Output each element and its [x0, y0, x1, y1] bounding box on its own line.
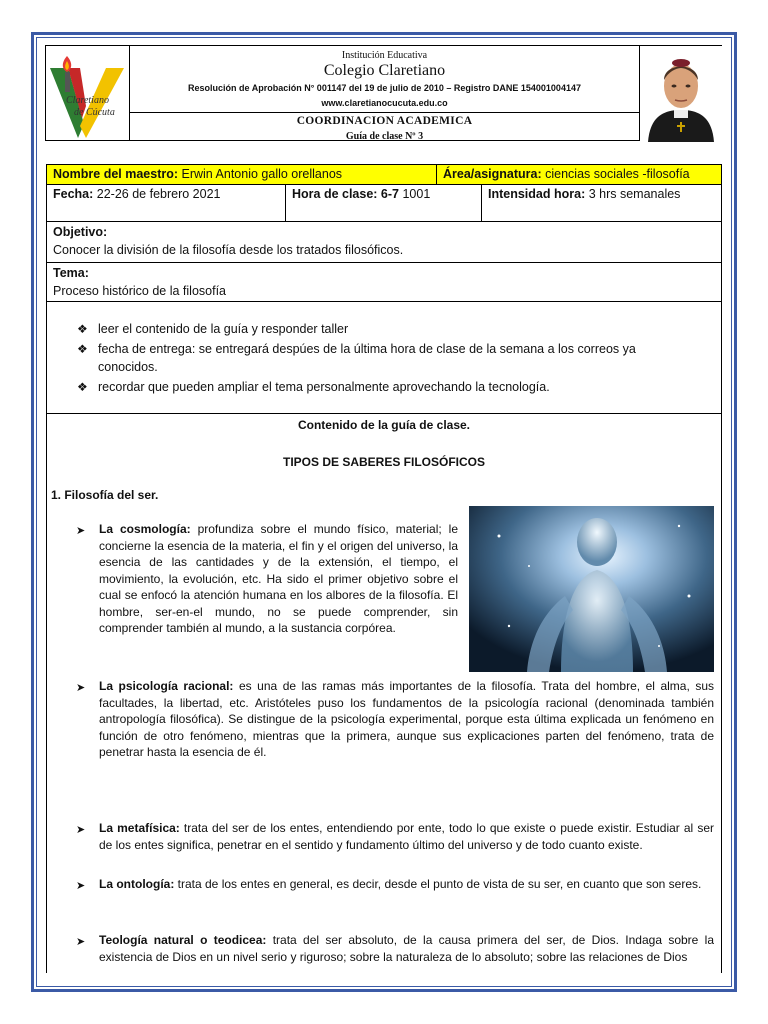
heading-filosofia-del-ser: 1. Filosofía del ser.	[51, 488, 159, 502]
item-cosmologia: La cosmología: profundiza sobre el mundo físico, material; le concierne la esencia de la materia, el fin y el origen del universo, la esencia de las cantidades y de la extensión, el tiempo, el movimiento, la evolución, etc. Ha sido el primer objetivo sobre el cual se enfocó la atención humana en los albores de la filosofía. El hombre, ser-en-el mundo, no se puede comprender, sin comprender también al mundo, a la sustancia corpórea.	[99, 522, 458, 635]
intensity-cell	[481, 184, 722, 222]
teacher-value: Erwin Antonio gallo orellanos	[178, 167, 343, 181]
header-divider	[129, 112, 640, 113]
diamond-cluster-icon: ❖	[77, 342, 88, 356]
arrow-right-icon: ➤	[76, 525, 86, 537]
website-link[interactable]: www.claretianocucuta.edu.co	[321, 98, 448, 108]
objective-cell	[46, 221, 722, 263]
subject-value: ciencias sociales -filosofía	[541, 167, 690, 181]
class-time-label: Hora de clase: 6-7	[292, 187, 399, 201]
diamond-cluster-icon: ❖	[77, 322, 88, 336]
objective-label: Objetivo:	[53, 225, 108, 239]
item-ontologia: La ontología: trata de los entes en general, es decir, desde el punto de vista de su ser, en cuanto que son seres.	[99, 877, 702, 891]
date-label: Fecha:	[53, 187, 94, 201]
subject-label: Área/asignatura:	[443, 167, 542, 181]
item-psicologia-racional: La psicología racional: es una de las ramas más importantes de la filosofía. Trata del hombre, el alma, sus facultades, la libertad, etc. Aristóteles puso los fundamentos de la psicología racional (denominada también antropología filosófica). Se distingue de la psicología experimental, porque esta última explicada un fenómeno en función de otro fenómeno, mientras que la primera, aunque sus explicaciones parten del fenómeno, trata de penetrar hasta la esencia de él.	[99, 679, 715, 759]
portrait-box	[640, 45, 722, 141]
class-time-cell	[285, 184, 482, 222]
logo-text-line1: Claretiano	[66, 95, 109, 106]
resolution-text: Resolución de Aprobación N° 001147 del 19 de julio de 2010 – Registro DANE 154001004147	[188, 83, 581, 93]
instructions-cell	[46, 301, 722, 414]
cosmic-figure-image	[469, 506, 714, 672]
guide-title: Guía de clase Nº 3	[345, 131, 424, 142]
section-subtitle: TIPOS DE SABERES FILOSÓFICOS	[282, 455, 486, 469]
logo-text-line2: de Cúcuta	[74, 107, 115, 118]
arrow-right-icon: ➤	[76, 682, 86, 694]
teacher-label: Nombre del maestro:	[53, 167, 179, 181]
diamond-cluster-icon: ❖	[77, 380, 88, 394]
cosmic-figure-illustration	[469, 506, 714, 672]
portrait-image	[640, 46, 722, 142]
item-metafisica: La metafísica: trata del ser de los entes, entendiendo por ente, todo lo que existe o puede existir. Estudiar al ser de los entes significa, penetrar en el sentido y fundamento último del universo y de todo cuanto existe.	[99, 821, 714, 852]
topic-label: Tema:	[53, 266, 89, 280]
topic-cell	[46, 262, 722, 302]
school-logo-icon	[46, 46, 130, 142]
objective-value: Conocer la división de la filosofía desde los tratados filosóficos.	[53, 243, 404, 257]
arrow-right-icon: ➤	[76, 936, 86, 948]
school-name: Colegio Claretiano	[323, 62, 446, 79]
institution-label: Institución Educativa	[341, 50, 428, 61]
arrow-right-icon: ➤	[76, 824, 86, 836]
teacher-cell	[46, 164, 437, 185]
section-title: Contenido de la guía de clase.	[297, 418, 471, 432]
date-value: 22-26 de febrero 2021	[93, 187, 221, 201]
header-center	[129, 45, 640, 141]
department-title: COORDINACION ACADEMICA	[296, 115, 473, 127]
intensity-value: 3 hrs semanales	[585, 187, 681, 201]
school-logo-box	[45, 45, 129, 141]
arrow-right-icon: ➤	[76, 880, 86, 892]
item-teologia-natural: Teología natural o teodicea: trata del ser absoluto, de la causa primera del ser, de Dios. Indaga sobre la existencia de Dios en un nivel serio y riguroso; sobre la naturaleza de lo absoluto; sobre las relaciones de Dios	[99, 933, 714, 964]
subject-cell	[436, 164, 722, 185]
topic-value: Proceso histórico de la filosofía	[53, 284, 227, 298]
date-cell	[46, 184, 286, 222]
intensity-label: Intensidad hora:	[488, 187, 586, 201]
class-time-value: 1001	[399, 187, 431, 201]
